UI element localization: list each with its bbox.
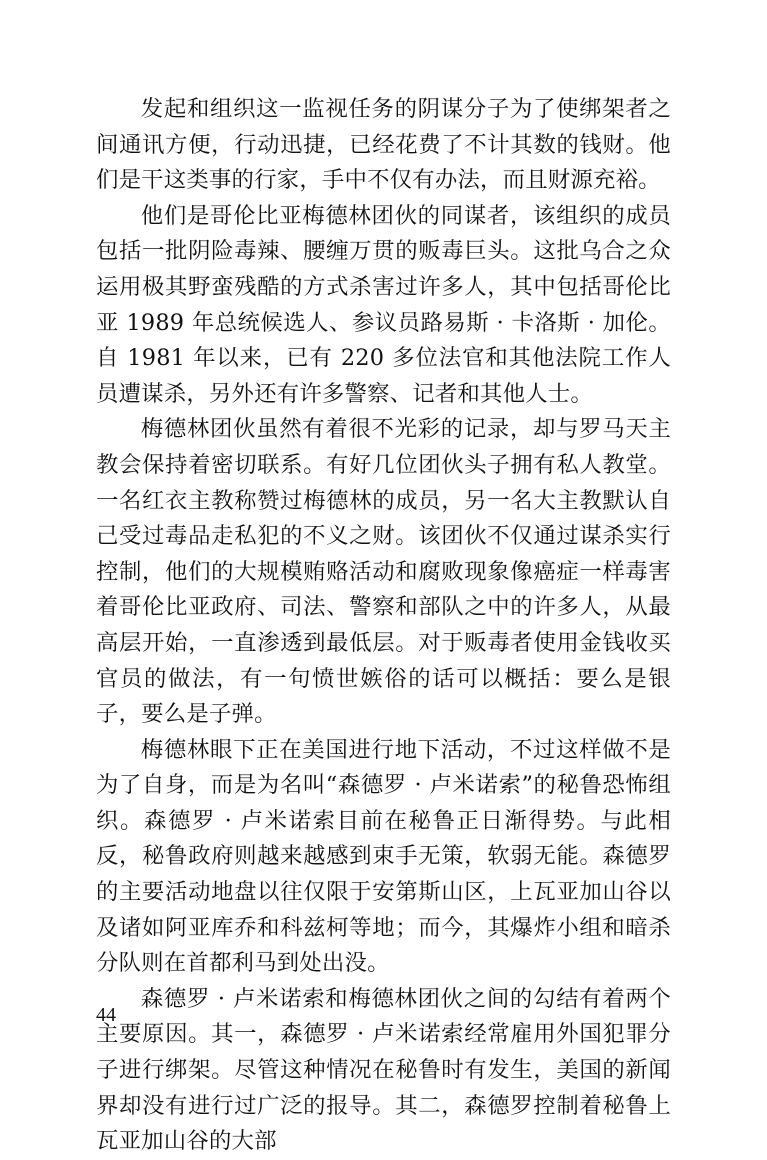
body-text <box>96 92 671 1160</box>
paragraph: 发起和组织这一监视任务的阴谋分子为了使绑架者之间通讯方便，行动迅捷，已经花费了不计其数的钱财。他们是干这类事的行家，手中不仅有办法，而且财源充裕。 <box>96 96 671 194</box>
paragraph: 森德罗 · 卢米诺索和梅德林团伙之间的勾结有着两个主要原因。其一，森德罗 · 卢米诺索经常雇用外国犯罪分子进行绑架。尽管这种情况在秘鲁时有发生，美国的新闻界却没有进行过广泛的报导。其二，森德罗控制着秘鲁上瓦亚加山谷的大部 <box>96 985 671 1155</box>
paragraph: 梅德林团伙虽然有着很不光彩的记录，却与罗马天主教会保持着密切联系。有好几位团伙头子拥有私人教堂。一名红衣主教称赞过梅德林的成员，另一名大主教默认自己受过毒品走私犯的不义之财。该团伙不仅通过谋杀实行控制，他们的大规模贿赂活动和腐败现象像癌症一样毒害着哥伦比亚政府、司法、警察和部队之中的许多人，从最高层开始，一直渗透到最低层。对于贩毒者使用金钱收买官员的做法，有一句愤世嫉俗的话可以概括：要么是银子，要么是子弹。 <box>96 416 671 728</box>
paragraph: 他们是哥伦比亚梅德林团伙的同谋者，该组织的成员包括一批阴险毒辣、腰缠万贯的贩毒巨头。这批乌合之众运用极其野蛮残酷的方式杀害过许多人，其中包括哥伦比亚 1989 年总统候选人、参议员路易斯 · 卡洛斯 · 加伦。自 1981 年以来，已有 220 多位法官和其他法院工作人员遭谋杀，另外还有许多警察、记者和其他人士。 <box>96 202 671 407</box>
page-number: 44 <box>96 1004 116 1026</box>
paragraph: 梅德林眼下正在美国进行地下活动，不过这样做不是为了自身，而是为名叫“森德罗 · 卢米诺索”的秘鲁恐怖组织。森德罗 · 卢米诺索目前在秘鲁正日渐得势。与此相反，秘鲁政府则越来越感到束手无策，软弱无能。森德罗的主要活动地盘以往仅限于安第斯山区，上瓦亚加山谷以及诸如阿亚库乔和科兹柯等地；而今，其爆炸小组和暗杀分队则在首都利马到处出没。 <box>96 736 671 977</box>
